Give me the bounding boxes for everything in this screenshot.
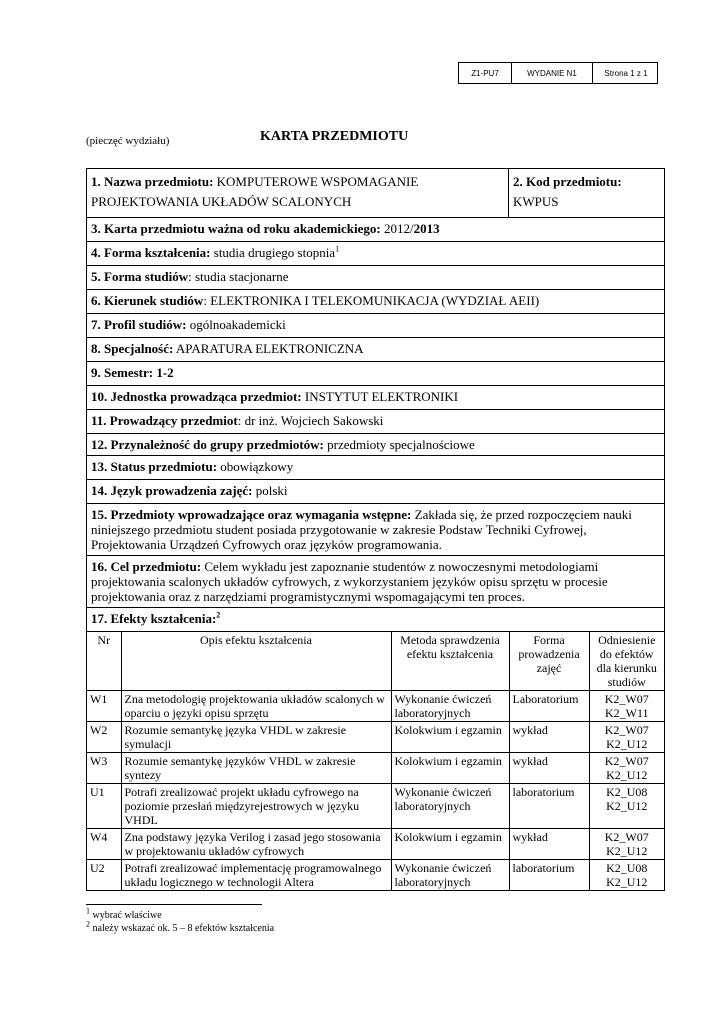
footnote-1-number: 1	[86, 906, 90, 916]
effects-table-wrapper	[87, 632, 664, 890]
effect-reference: K2_W07 K2_U12	[589, 753, 664, 784]
footnote-2	[86, 919, 275, 934]
effects-label: 17. Efekty kształcenia:	[91, 611, 217, 626]
course-name-value-2: PROJEKTOWANIA UKŁADÓW SCALONYCH	[91, 194, 352, 209]
direction-value: : ELEKTRONIKA I TELEKOMUNIKACJA (WYDZIAŁ AEII)	[203, 293, 540, 308]
course-code-label: 2. Kod przedmiotu:	[513, 174, 622, 189]
footnote-2-text: należy wskazać ok. 5 – 8 efektów kształcenia	[90, 923, 275, 934]
effect-reference: K2_U08 K2_U12	[589, 860, 664, 891]
course-name-cell	[87, 169, 509, 217]
effects-table-header	[87, 632, 664, 691]
prerequisites-label: 15. Przedmioty wprowadzające oraz wymagania wstępne:	[91, 507, 412, 522]
goal-label: 16. Cel przedmiotu:	[91, 559, 202, 574]
profile-label: 7. Profil studiów:	[91, 317, 187, 332]
row-unit	[87, 386, 664, 410]
page-title: KARTA PRZEDMIOTU	[260, 129, 409, 144]
study-form-label: 5. Forma studiów	[91, 269, 189, 284]
effect-reference: K2_W07 K2_U12	[589, 829, 664, 860]
effect-form: laboratorium	[509, 860, 589, 891]
effects-table	[87, 632, 664, 890]
table-row	[87, 691, 664, 722]
effect-method: Wykonanie ćwiczeń laboratoryjnych	[391, 784, 509, 829]
effect-nr: U2	[87, 860, 121, 891]
validity-label: 3. Karta przedmiotu ważna od roku akademickiego:	[91, 221, 381, 236]
footnote-ref-2: 2	[216, 610, 221, 620]
specialty-value: APARATURA ELEKTRONICZNA	[175, 341, 364, 356]
effect-method: Kolokwium i egzamin	[391, 722, 509, 753]
footnote-ref-1: 1	[335, 244, 340, 254]
effect-method: Kolokwium i egzamin	[391, 829, 509, 860]
footnote-1-text: wybrać właściwe	[90, 910, 162, 921]
effect-reference: K2_W07 K2_U12	[589, 722, 664, 753]
study-form-value: : studia stacjonarne	[188, 269, 289, 284]
effect-description: Potrafi zrealizować implementację programowalnego układu logicznego w technologii Altera	[121, 860, 391, 891]
effect-description: Rozumie semantykę języków VHDL w zakresie syntezy	[121, 753, 391, 784]
profile-value: ogólnoakademicki	[189, 317, 286, 332]
faculty-stamp-label: (pieczęć wydziału)	[86, 135, 170, 147]
course-name-value-1: KOMPUTEROWE WSPOMAGANIE	[216, 174, 419, 189]
specialty-label: 8. Specjalność:	[91, 341, 174, 356]
unit-label: 10. Jednostka prowadząca przedmiot:	[91, 389, 302, 404]
row-specialty	[87, 338, 664, 362]
effect-reference: K2_W07 K2_W11	[589, 691, 664, 722]
validity-value-a: 2012/	[383, 221, 414, 236]
row-lecturer	[87, 410, 664, 434]
header-form: Forma prowadzenia zajęć	[509, 632, 589, 691]
effect-method: Kolokwium i egzamin	[391, 753, 509, 784]
validity-value-b: 2013	[413, 221, 440, 236]
row-prerequisites	[87, 504, 664, 556]
lecturer-label: 11. Prowadzący przedmiot	[91, 413, 238, 428]
effect-nr: W1	[87, 691, 121, 722]
effect-form: wykład	[509, 829, 589, 860]
language-label: 14. Język prowadzenia zajęć:	[91, 483, 253, 498]
effect-method: Wykonanie ćwiczeń laboratoryjnych	[391, 691, 509, 722]
effect-form: laboratorium	[509, 784, 589, 829]
lecturer-value: : dr inż. Wojciech Sakowski	[237, 413, 384, 428]
row-education-form	[87, 242, 664, 266]
header-nr: Nr	[87, 632, 121, 691]
effect-method: Wykonanie ćwiczeń laboratoryjnych	[391, 860, 509, 891]
row-study-form	[87, 266, 664, 290]
course-name-label: 1. Nazwa przedmiotu:	[91, 174, 214, 189]
effect-form: Laboratorium	[509, 691, 589, 722]
unit-value: INSTYTUT ELEKTRONIKI	[304, 389, 459, 404]
semester-label: 9. Semestr: 1-2	[91, 365, 174, 380]
effect-nr: W3	[87, 753, 121, 784]
effect-description: Zna metodologię projektowania układów scalonych w oparciu o języki opisu sprzętu	[121, 691, 391, 722]
document-header-box	[458, 62, 658, 84]
edition: WYDANIE N1	[512, 63, 593, 83]
direction-label: 6. Kierunek studiów	[91, 293, 204, 308]
effect-description: Zna podstawy języka Verilog i zasad jego stosowania w projektowaniu układów cyfrowych	[121, 829, 391, 860]
education-form-label: 4. Forma kształcenia:	[91, 245, 211, 260]
table-row	[87, 722, 664, 753]
effect-description: Rozumie semantykę języka VHDL w zakresie symulacji	[121, 722, 391, 753]
status-value: obowiązkowy	[220, 459, 294, 474]
group-label: 12. Przynależność do grupy przedmiotów:	[91, 437, 324, 452]
group-value: przedmioty specjalnościowe	[327, 437, 475, 452]
table-row	[87, 829, 664, 860]
effect-nr: W4	[87, 829, 121, 860]
effect-form: wykład	[509, 753, 589, 784]
header-description: Opis efektu kształcenia	[121, 632, 391, 691]
status-label: 13. Status przedmiotu:	[91, 459, 218, 474]
course-code-value: KWPUS	[513, 194, 559, 209]
row-effects-heading	[87, 608, 664, 632]
row-status	[87, 456, 664, 480]
education-form-value: studia drugiego stopnia	[213, 245, 336, 260]
table-row	[87, 860, 664, 891]
row-semester	[87, 362, 664, 386]
table-row	[87, 784, 664, 829]
row-name-code	[87, 169, 664, 218]
form-code: Z1-PU7	[459, 63, 512, 83]
row-profile	[87, 314, 664, 338]
footnote-2-number: 2	[86, 919, 90, 929]
table-row	[87, 753, 664, 784]
row-language	[87, 480, 664, 504]
course-code-cell	[509, 169, 664, 217]
row-group	[87, 434, 664, 456]
row-goal	[87, 556, 664, 608]
row-validity	[87, 218, 664, 242]
effect-reference: K2_U08 K2_U12	[589, 784, 664, 829]
goal-value: Celem wykładu jest zapoznanie studentów z nowoczesnymi metodologiami projektowania scalonych układów cyfrowych, z wykorzystaniem języków opisu sprzętu w procesie projektowania oraz z narzędziami programistycznymi wspomagającymi ten proces.	[91, 559, 608, 604]
prerequisites-value: Zakłada się, że przed rozpoczęciem nauki niniejszego przedmiotu student posiada przygotowanie w zakresie Podstaw Techniki Cyfrowej, Projektowania Urządzeń Cyfrowych oraz języków programowania.	[91, 507, 632, 552]
page-number: Strona 1 z 1	[604, 68, 648, 78]
footnote-separator	[86, 904, 262, 905]
language-value: polski	[255, 483, 288, 498]
effect-form: wykład	[509, 722, 589, 753]
course-card-table	[86, 168, 665, 891]
effect-nr: W2	[87, 722, 121, 753]
effect-nr: U1	[87, 784, 121, 829]
row-direction	[87, 290, 664, 314]
header-reference: Odniesienie do efektów dla kierunku studiów	[589, 632, 664, 691]
header-method: Metoda sprawdzenia efektu kształcenia	[391, 632, 509, 691]
effect-description: Potrafi zrealizować projekt układu cyfrowego na poziomie przesłań międzyrejestrowych w języku VHDL	[121, 784, 391, 829]
footnote-1	[86, 906, 162, 921]
